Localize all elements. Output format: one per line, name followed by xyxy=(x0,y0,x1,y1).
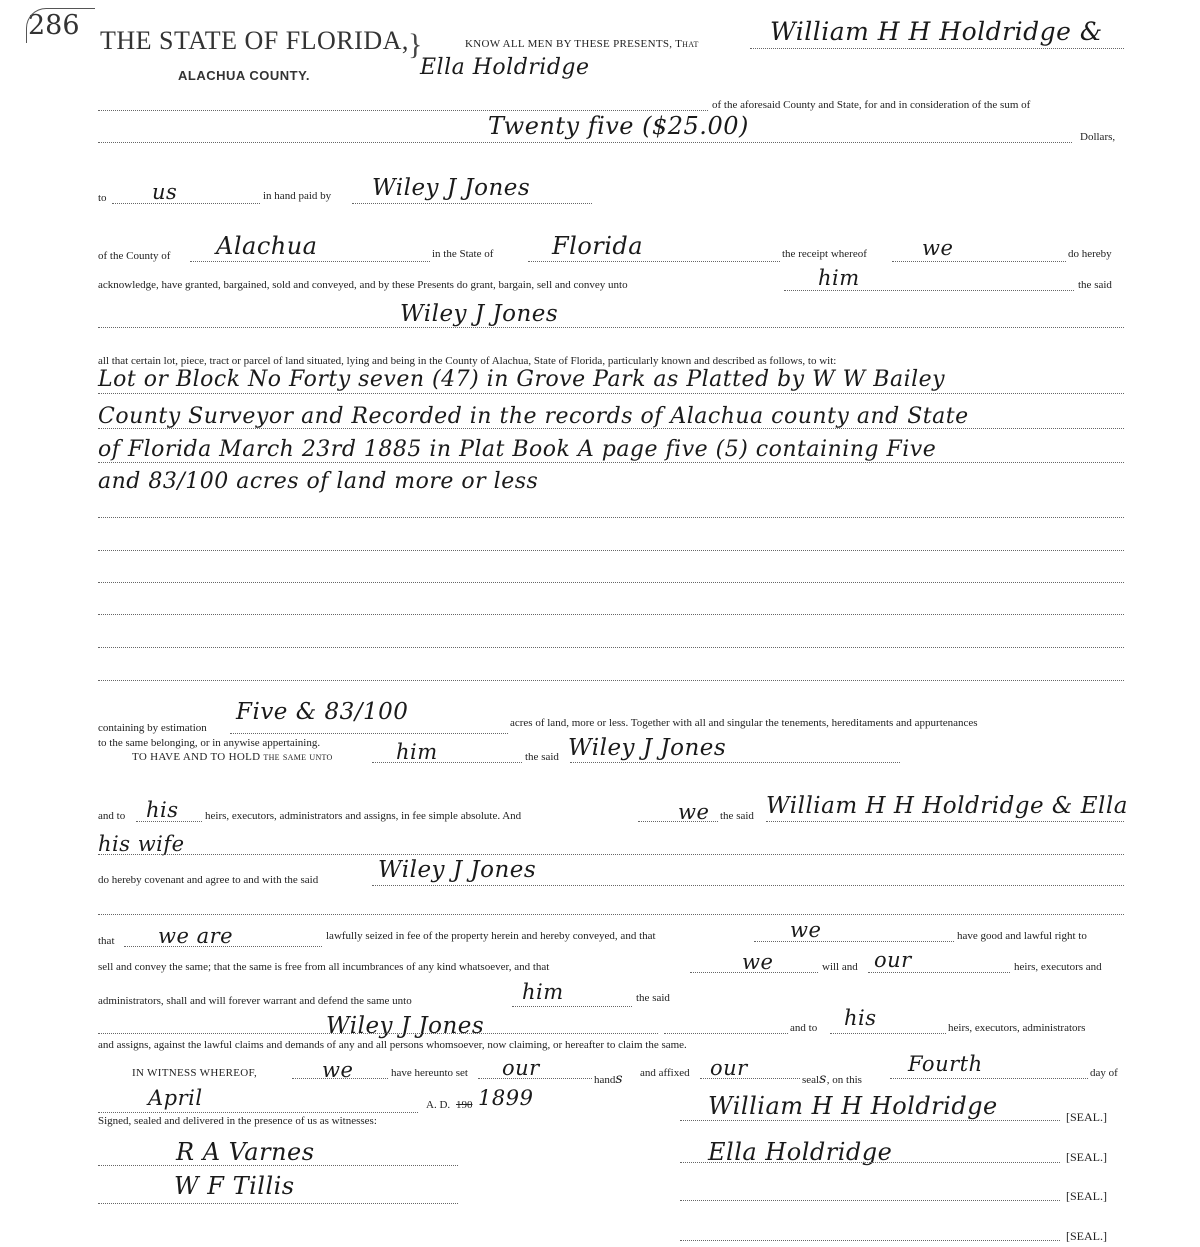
have-grantee: Wiley J Jones xyxy=(568,735,727,761)
rule xyxy=(98,647,1124,648)
rule xyxy=(98,428,1124,429)
have-value: him xyxy=(396,740,438,764)
that-value2: we xyxy=(790,918,822,942)
have-hereunto-text: have hereunto set xyxy=(391,1067,468,1079)
hand-word: hand xyxy=(594,1074,616,1086)
rule xyxy=(112,203,260,204)
and-to2-text: and to xyxy=(790,1022,818,1034)
heirs-text: heirs, executors, administrators and assigns, in fee simple absolute. And xyxy=(205,810,522,822)
rule xyxy=(680,1120,1060,1121)
rule xyxy=(98,1112,418,1113)
sell-convey-text: sell and convey the same; that the same is free from all incumbrances of any kind whatsoever, and that xyxy=(98,961,550,973)
county-title: ALACHUA COUNTY. xyxy=(178,68,310,83)
rule xyxy=(98,680,1124,681)
will-and-text: will and xyxy=(822,961,858,973)
rule xyxy=(830,1033,946,1034)
hand-suffix: s xyxy=(615,1071,624,1087)
state-title: THE STATE OF FLORIDA, xyxy=(100,26,409,55)
will-value: our xyxy=(874,948,912,972)
year-struck: 190 xyxy=(456,1099,473,1111)
witness1-signature: R A Varnes xyxy=(176,1138,315,1166)
heirs-exec-text: heirs, executors and xyxy=(1014,961,1102,973)
the-said-text: the said xyxy=(1078,279,1112,291)
seal-label: [SEAL.] xyxy=(1066,1110,1107,1124)
that-value: we are xyxy=(158,924,234,948)
rule xyxy=(98,914,1124,915)
month-value: April xyxy=(148,1086,203,1110)
payer-name: Wiley J Jones xyxy=(372,175,531,201)
sum-words: Twenty five ($25.00) xyxy=(488,112,749,140)
seal-label: [SEAL.] xyxy=(1066,1189,1107,1203)
signed-sealed-text: Signed, sealed and delivered in the presence of us as witnesses: xyxy=(98,1115,377,1127)
page-corner-mark xyxy=(26,8,95,43)
witness2-signature: W F Tillis xyxy=(174,1172,295,1200)
rule xyxy=(98,462,1124,463)
seal-text xyxy=(802,1067,862,1091)
rule xyxy=(98,393,1124,394)
description-line: of Florida March 23rd 1885 in Plat Book A page five (5) containing Five xyxy=(98,437,937,462)
description-line: and 83/100 acres of land more or less xyxy=(98,469,539,494)
affixed-value: our xyxy=(710,1056,748,1080)
all-that-text: all that certain lot, piece, tract or parcel of land situated, lying and being in the County of Alachua, State of Florida, particularly known and described as follows, to wit: xyxy=(98,355,837,367)
and-to2-value: his xyxy=(844,1006,877,1030)
rule xyxy=(750,48,1124,49)
year-value: 1899 xyxy=(478,1086,534,1110)
grantors-full: William H H Holdridge & Ella xyxy=(766,793,1128,819)
rule xyxy=(98,1033,658,1034)
description-line: Lot or Block No Forty seven (47) in Grove Park as Platted by W W Bailey xyxy=(98,367,946,392)
to-have-text: TO HAVE AND TO HOLD the same unto xyxy=(132,751,333,763)
rule xyxy=(890,1078,1088,1079)
grantor-line1: William H H Holdridge & xyxy=(770,17,1103,46)
rule xyxy=(754,941,954,942)
and-said-text: the said xyxy=(720,810,754,822)
admin-said-text: the said xyxy=(636,992,670,1004)
state-of-text: in the State of xyxy=(432,248,494,260)
hand-text xyxy=(594,1067,623,1091)
rule xyxy=(98,614,1124,615)
seal-word: seal xyxy=(802,1074,820,1086)
rule xyxy=(190,261,430,262)
state-value: Florida xyxy=(552,232,644,260)
containing-text: containing by estimation xyxy=(98,722,207,734)
same-belonging-text: to the same belonging, or in anywise appertaining. xyxy=(98,737,321,749)
and-value: we xyxy=(678,800,710,824)
day-of-text: day of xyxy=(1090,1067,1118,1079)
and-to-value: his xyxy=(146,798,179,822)
have-said-text: the said xyxy=(525,751,559,763)
rule xyxy=(570,762,900,763)
in-witness-text: IN WITNESS WHEREOF, xyxy=(132,1067,258,1079)
rule xyxy=(98,142,1072,143)
ad-text: A. D. xyxy=(426,1099,451,1111)
know-all-text: KNOW ALL MEN BY THESE PRESENTS, That xyxy=(465,38,699,50)
rule xyxy=(98,110,708,111)
do-hereby-text: do hereby xyxy=(1068,248,1112,260)
seal-suffix: s xyxy=(819,1071,827,1087)
unto-value: him xyxy=(818,266,860,290)
to-value: us xyxy=(152,180,178,204)
in-hand-paid-text: in hand paid by xyxy=(263,190,332,202)
heirs-exec2-text: heirs, executors, administrators xyxy=(948,1022,1086,1034)
brace-mark: } xyxy=(408,28,423,61)
receipt-value: we xyxy=(922,236,954,260)
acres-value: Five & 83/100 xyxy=(236,699,409,725)
rule xyxy=(766,821,1124,822)
acres-text: acres of land, more or less. Together with all and singular the tenements, hereditaments and appurtenances xyxy=(510,717,978,729)
sign1-signature: William H H Holdridge xyxy=(708,1092,998,1120)
aforesaid-text: of the aforesaid County and State, for and in consideration of the sum of xyxy=(712,99,1031,111)
sign2-signature: Ella Holdridge xyxy=(708,1138,893,1166)
rule xyxy=(230,733,508,734)
hereunto-value: our xyxy=(502,1056,540,1080)
and-to-text: and to xyxy=(98,810,126,822)
page-number: 286 xyxy=(28,10,80,41)
and-affixed-text: and affixed xyxy=(640,1067,690,1079)
receipt-text: the receipt whereof xyxy=(782,248,867,260)
witness-value: we xyxy=(322,1058,354,1082)
rule xyxy=(98,582,1124,583)
defend-grantee: Wiley J Jones xyxy=(326,1013,485,1039)
sell-value: we xyxy=(742,950,774,974)
that-text: that xyxy=(98,935,115,947)
county-value: Alachua xyxy=(216,232,318,260)
dollars-text: Dollars, xyxy=(1080,131,1116,143)
rule xyxy=(680,1162,1060,1163)
and-assigns-text: and assigns, against the lawful claims and demands of any and all persons whomsoever, now claiming, or hereafter to claim the same. xyxy=(98,1039,687,1051)
to-text: to xyxy=(98,192,107,204)
on-this-text: , on this xyxy=(826,1074,862,1086)
covenant-grantee: Wiley J Jones xyxy=(378,857,537,883)
acknowledge-text: acknowledge, have granted, bargained, sold and conveyed, and by these Presents do grant, bargain, sell and convey unto xyxy=(98,279,628,291)
rule xyxy=(680,1200,1060,1201)
rule xyxy=(98,327,1124,328)
rule xyxy=(680,1240,1060,1241)
rule xyxy=(664,1033,788,1034)
day-value: Fourth xyxy=(908,1052,983,1076)
rule xyxy=(892,261,1066,262)
seal-label: [SEAL.] xyxy=(1066,1150,1107,1164)
rule xyxy=(352,203,592,204)
seal-label: [SEAL.] xyxy=(1066,1229,1107,1243)
rule xyxy=(98,517,1124,518)
his-wife: his wife xyxy=(98,832,185,856)
county-of-text: of the County of xyxy=(98,250,171,262)
good-right-text: have good and lawful right to xyxy=(957,930,1087,942)
rule xyxy=(98,1203,458,1204)
administrators-text: administrators, shall and will forever warrant and defend the same unto xyxy=(98,995,412,1007)
grantor-line2: Ella Holdridge xyxy=(420,55,590,80)
rule xyxy=(528,261,780,262)
rule xyxy=(512,1006,632,1007)
rule xyxy=(372,762,522,763)
lawfully-text: lawfully seized in fee of the property herein and hereby conveyed, and that xyxy=(326,930,656,942)
rule xyxy=(868,972,1010,973)
covenant-text: do hereby covenant and agree to and with the said xyxy=(98,874,319,886)
rule xyxy=(784,290,1074,291)
description-line: County Surveyor and Recorded in the records of Alachua county and State xyxy=(98,404,969,429)
grantee-name: Wiley J Jones xyxy=(400,301,559,327)
rule xyxy=(98,854,1124,855)
rule xyxy=(98,550,1124,551)
rule xyxy=(372,885,1124,886)
rule xyxy=(98,1165,458,1166)
admin-value: him xyxy=(522,980,564,1004)
